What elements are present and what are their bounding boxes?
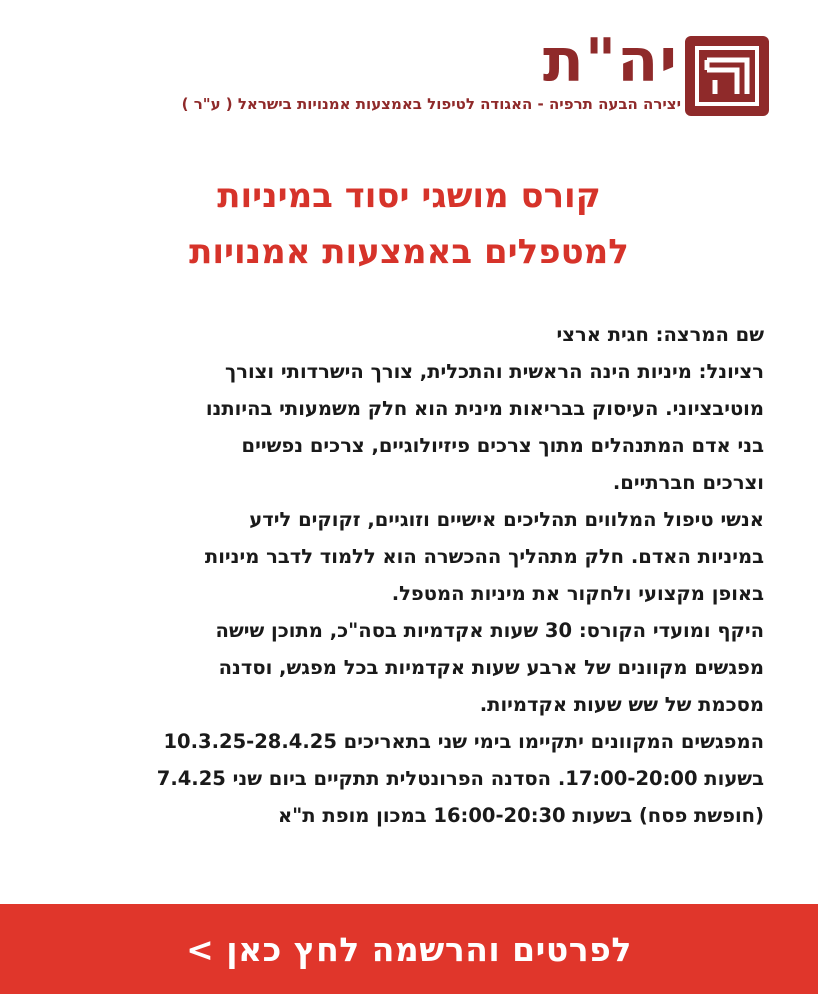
body-line: מוטיבציוני. העיסוק בבריאות מינית הוא חלק משמעותי בהיותנו <box>205 397 764 420</box>
course-description <box>52 316 764 834</box>
body-line: וצרכים חברתיים. <box>612 471 764 494</box>
body-line: מפגשים מקוונים של ארבע שעות אקדמיות בכל מפגש, וסדנה <box>218 656 764 679</box>
title-line-1: קורס מושגי יסוד במיניות <box>217 176 601 216</box>
body-line: בני אדם המתנהלים מתוך צרכים פיזיולוגיים, צרכים נפשיים <box>241 434 764 457</box>
title-line-2: למטפלים באמצעות אמנויות <box>189 232 629 272</box>
body-line-lecturer: שם המרצה: חגית ארצי <box>556 323 764 346</box>
body-line: במיניות האדם. חלק מתהליך ההכשרה הוא ללמוד לדבר מיניות <box>204 545 764 568</box>
body-line: אנשי טיפול המלווים תהליכים אישיים וזוגיים, זקוקים לידע <box>249 508 764 531</box>
body-line-dates: המפגשים המקוונים יתקיימו בימי שני בתאריכים 10.3.25-28.4.25 <box>163 730 764 753</box>
header <box>0 28 818 128</box>
page-title <box>0 168 818 280</box>
registration-cta-button[interactable] <box>0 904 818 994</box>
logo-tagline: יצירה הבעה תרפיה - האגודה לטיפול באמצעות אמנויות בישראל ( ע"ר ) <box>181 95 681 113</box>
logo-wordmark: יה"ת <box>542 26 678 96</box>
body-line-dates: (חופשת פסח) בשעות 16:00-20:30 במכון מופת ת"א <box>277 804 764 827</box>
yaht-logo-mark-icon <box>685 36 769 116</box>
body-line: באופן מקצועי ולחקור את מיניות המטפל. <box>391 582 764 605</box>
body-line-dates: בשעות 17:00-20:00. הסדנה הפרונטלית תתקיים ביום שני 7.4.25 <box>156 767 764 790</box>
body-line-scope: היקף ומועדי הקורס: 30 שעות אקדמיות בסה"כ, מתוכן שישה <box>215 619 764 642</box>
body-line: רציונל: מיניות הינה הראשית והתכלית, צורך הישרדותי וצורך <box>224 360 764 383</box>
body-line: מסכמת של שש שעות אקדמיות. <box>479 693 764 716</box>
registration-cta-label: לפרטים והרשמה לחץ כאן > <box>186 929 632 969</box>
